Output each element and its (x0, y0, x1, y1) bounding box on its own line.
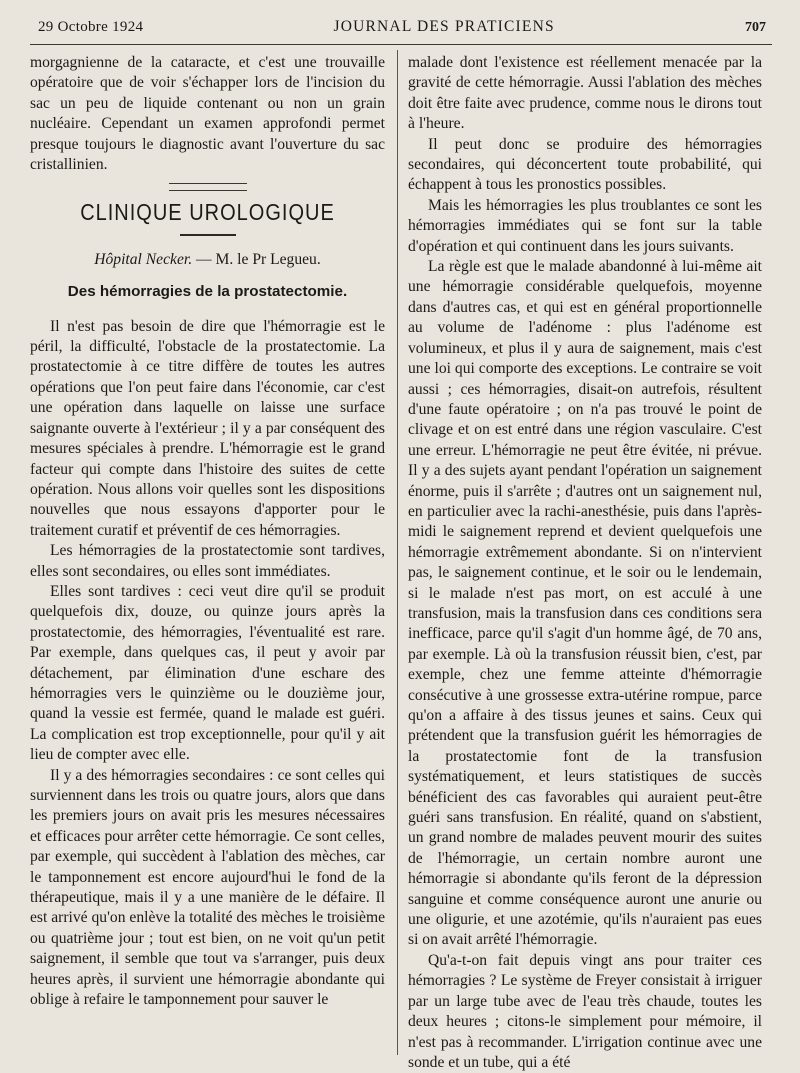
paragraph: Les hémorragies de la prostatectomie sont tardives, elles sont secondaires, ou elles sont immédiates. (30, 542, 385, 580)
paragraph: Qu'a-t-on fait depuis vingt ans pour traiter ces hémorragies ? Le système de Freyer consistait à irriguer par un large tube avec de l'eau très chaude, toutes les deux heures ; citons-le simplement pour mémoire, il n'est pas à recommander. L'irrigation continue avec une sonde et un tube, qui a été (408, 951, 762, 1071)
paragraph: Mais les hémorragies les plus troublantes ce sont les hémorragies immédiates qui se font sur la table d'opération et qui continuent dans les jours suivants. (408, 196, 762, 255)
paragraph: Il y a des hémorragies secondaires : ce sont celles qui surviennent dans les trois ou quatre jours, alors que dans les premiers jours on avait pris les mesures nécessaires et efficaces pour arrêter cette hémorragie. Ce sont celles, par exemple, qui succèdent à l'ablation des mèches, car le tamponnement est encore aujourd'hui le fond de la thérapeutique, mais il y a une manière de le défaire. Il est arrivé qu'on enlève la totalité des mèches le troisième ou quatrième jour ; tout est bien, on ne voit qu'un petit saignement, il semble que tout va s'arranger, puis deux heures après, il survient une hémorragie abondante qui oblige à refaire le tamponnement pour sauver le (30, 766, 385, 1009)
paragraph: Elles sont tardives : ceci veut dire qu'il se produit quelquefois dix, douze, ou quinze jours après la prostatectomie, des hémorragies, l'éventualité est rare. Par exemple, dans quelques cas, il peut y avoir par détachement, par élimination d'une eschare des hémorragies vers le quinzième ou le douzième jour, quand la vessie est fermée, quand le malade est guéri. La complication est trop exceptionnelle, pour qu'il y ait lieu de compter avec elle. (30, 582, 385, 764)
page-number: 707 (744, 20, 766, 35)
title-underline (180, 234, 236, 236)
paragraph: Il peut donc se produire des hémorragies secondaires, qui déconcertent toute probabilité, qui échappent à tous les pronostics possibles. (408, 135, 762, 194)
ornament-rule (169, 183, 247, 191)
journal-title: JOURNAL DES PRATICIENS (333, 18, 555, 35)
paragraph: Il n'est pas besoin de dire que l'hémorragie est le péril, la difficulté, l'obstacle de la prostatectomie. La prostatectomie à ce titre diffère de toutes les autres opérations que l'on peut faire dans l'économie, car c'est une opération dans laquelle on laisse une surface saignante ouverte à l'extérieur ; il y a par conséquent des mesures spéciales à prendre. L'hémorragie est le grand facteur qui compte dans l'histoire des suites de cette opération. Nous allons voir quelles sont les dispositions nouvelles que nous essayons d'apporter pour le traitement curatif et préventif de ces hémorragies. (30, 317, 385, 539)
running-header (38, 18, 766, 40)
paragraph: malade dont l'existence est réellement menacée par la gravité de cette hémorragie. Aussi l'ablation des mèches doit être faite avec prudence, comme nous le dirons tout à l'heure. (408, 54, 762, 133)
column-divider (397, 50, 398, 1055)
article-subheading: Des hémorragies de la prostatectomie. (67, 283, 348, 301)
header-rule (30, 44, 772, 45)
header-date: 29 Octobre 1924 (38, 19, 144, 35)
paragraph: La règle est que le malade abandonné à lui-même ait une hémorragie considérable quelquefois, moyenne dans d'autres cas, et qui est en général proportionnelle au volume de l'adénome : plus l'adénome est volumineux, et plus il y aura de saignement, mais c'est une loi qui comporte des exceptions. Le contraire se voit aussi ; ces hémorragies, disait-on autrefois, résultent d'une faute opératoire ; on n'a pas trouvé le point de clivage et on est entré dans une région vasculaire. C'est une erreur. L'hémorragie ne peut être évitée, ni prévue. Il y a des sujets ayant pendant l'opération un saignement énorme, puis il s'arrête ; d'autres ont un saignement nul, en particulier avec la rachi-anesthésie, puis dans l'après-midi le saignement reprend et devient quelquefois une hémorragie extrêmement abondante. Si on n'intervient pas, le saignement continue, et le soir ou le lendemain, si le malade n'est pas mort, on est acculé à une transfusion, mais la transfusion dans ces conditions sera inefficace, parce qu'il s'agit d'un homme âgé, de 70 ans, par exemple. Là où la transfusion réussit bien, c'est, par exemple, chez une femme atteinte d'hémorragie consécutive à une grossesse extra-utérine rompue, parce qu'on a affaire à des tissus jeunes et sains. Ceux qui prétendent que la transfusion guérit les hémorragies de la prostatectomie font de la transfusion systématiquement, et leurs statistiques de succès bénéficient des cas favorables qui auraient peut-être guéri sans transfusion. En réalité, quand on s'abstient, un grand nombre de malades peuvent mourir des suites de l'hémorragie, un certain nombre auront une hémorragie si abondante qu'ils feront de la dépression sanguine et comme conséquence auront une anurie ou une oligurie, et une azotémie, qu'ils n'auraient pas eues si on avait arrêté l'hémorragie. (408, 258, 762, 949)
intro-paragraph: morgagnienne de la cataracte, et c'est une trouvaille opératoire que de voir s'échapper lors de l'incision du sac un peu de liquide contenant ou non un grain nucléaire. Cependant un examen approfondi permet presque toujours le diagnostic avant l'ouverture du sac cristallinien. (30, 54, 385, 174)
left-column (30, 53, 385, 1010)
byline-author: — M. le Pr Legueu. (196, 250, 321, 268)
section-title: CLINIQUE UROLOGIQUE (80, 200, 335, 227)
byline (30, 250, 385, 270)
byline-hospital: Hôpital Necker. (94, 250, 193, 268)
right-column (408, 53, 762, 1073)
